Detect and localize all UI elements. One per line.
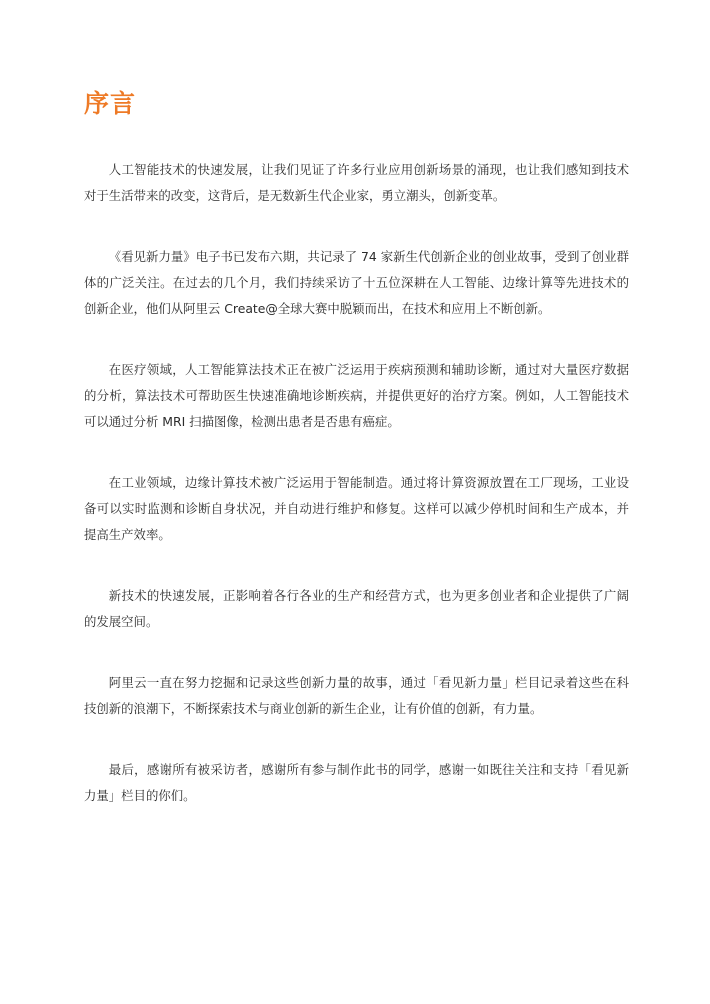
paragraph-7: 最后，感谢所有被采访者，感谢所有参与制作此书的同学，感谢一如既往关注和支持「看见新力量」栏目的你们。 — [84, 762, 629, 803]
paragraph-3: 在医疗领域，人工智能算法技术正在被广泛运用于疾病预测和辅助诊断，通过对大量医疗数据的分析，算法技术可帮助医生快速准确地诊断疾病，并提供更好的治疗方案。例如，人工智能技术可以通过分析 MRI 扫描图像，检测出患者是否患有癌症。 — [84, 362, 629, 429]
paragraph-6: 阿里云一直在努力挖掘和记录这些创新力量的故事，通过「看见新力量」栏目记录着这些在科技创新的浪潮下，不断探索技术与商业创新的新生企业，让有价值的创新，有力量。 — [84, 675, 629, 716]
paragraph-1: 人工智能技术的快速发展，让我们见证了许多行业应用创新场景的涌现，也让我们感知到技术对于生活带来的改变，这背后，是无数新生代企业家，勇立潮头，创新变革。 — [84, 162, 629, 203]
paragraph-5: 新技术的快速发展，正影响着各行各业的生产和经营方式，也为更多创业者和企业提供了广阔的发展空间。 — [84, 588, 629, 629]
page-title: 序言 — [84, 89, 137, 118]
document-body — [84, 157, 629, 844]
paragraph-4: 在工业领域，边缘计算技术被广泛运用于智能制造。通过将计算资源放置在工厂现场，工业设备可以实时监测和诊断自身状况，并自动进行维护和修复。这样可以减少停机时间和生产成本，并提高生产效率。 — [84, 475, 629, 542]
paragraph-2: 《看见新力量》电子书已发布六期，共记录了 74 家新生代创新企业的创业故事，受到了创业群体的广泛关注。在过去的几个月，我们持续采访了十五位深耕在人工智能、边缘计算等先进技术的创新企业，他们从阿里云 Create@全球大赛中脱颖而出，在技术和应用上不断创新。 — [84, 249, 629, 316]
